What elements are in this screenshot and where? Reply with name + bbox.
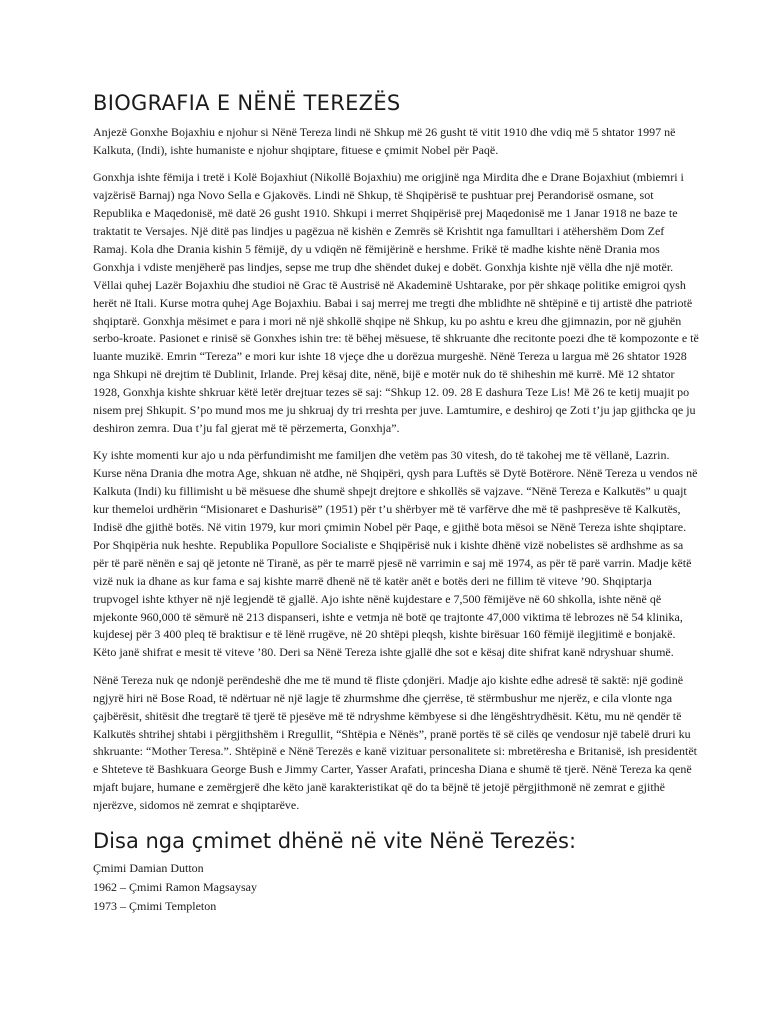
paragraph-legacy: Nënë Tereza nuk qe ndonjë perëndeshë dhe me të mund të fliste çdonjëri. Madje ajo kishte edhe adresë të saktë: një godinë ngjyrë hiri në Bose Road, të ndërtuar në një lagje të zhurmshme dhe çjerrëse, të stërmbushur me njerëz, e cila vlonte nga çajbërësit, shitësit dhe tregtarë të tjerë të pjesëve më të ndryshme këmbyese si dhe lëngështrydhësit. Këtu, mu në qendër të Kalkutës shtrihej shtabi i përgjithshëm i Rregullit, “Shtëpia e Nënës”, pranë portës të së cilës qe vendosur një tabelë druri ku shkruante: “Mother Teresa.”. Shtëpinë e Nënë Terezës e kanë vizituar personalitete si: mbretëresha e Britanisë, ish presidentët e Shteteve të Bashkuara George Bush e Jimmy Carter, Yasser Arafati, princesha Diana e shumë të tjerë. Nënë Tereza ka qenë mjaft bujare, humane e zemërgjerë dhe këto janë karakteristikat që do ta bëjnë të jetojë përgjithmonë në zemrat e gjithë njerëzve, sidomos në zemrat e shqiptarëve. [93,672,697,813]
awards-list [93,859,700,916]
paragraph-calcutta: Ky ishte momenti kur ajo u nda përfundimisht me familjen dhe vetëm pas 30 vitesh, do të takohej me të vëllanë, Lazrin. Kurse nëna Drania dhe motra Age, shkuan në atdhe, në Shqipëri, qysh para Luftës së Dytë Botërore. Nënë Tereza u vendos në Kalkuta (Indi) ku fillimisht u bë mësuese dhe shumë shpejt drejtore e shkollës së vajzave. “Nënë Tereza e Kalkutës” u quajt kur themeloi urdhërin “Misionaret e Dashurisë” (1951) për t’u shërbyer më të varfërve dhe më të pashpresëve të Kalkutës, Indisë dhe gjithë botës. Në vitin 1979, kur mori çmimin Nobel për Paqe, e gjithë bota mësoi se Nënë Tereza ishte shqiptare. Por Shqipëria nuk heshte. Republika Popullore Socialiste e Shqipërisë nuk i kishte dhënë vizë nobelistes së ardhshme as sa për të parë nënën e saj që jetonte në Tiranë, as për te marrë pjesë në varrimin e saj më 1974, as për të parë varrin. Madje këtë vizë nuk ia dhane as kur fama e saj kishte marrë dhenë në të katër anët e botës deri ne fillim të viteve ’90. Shqiptarja trupvogel ishte kthyer në një legjendë të gjallë. Ajo ishte nënë kujdestare e 7,500 fëmijëve në 60 shkolla, ishte nënë që mjekonte 960,000 të sëmurë në 213 dispanseri, ishte e vetmja në botë qe trajtonte 47,000 viktima të lebrozes në 54 klinika, kujdesej për 3 400 pleq të braktisur e të lënë rrugëve, në 20 shtëpi pleqsh, kishte birësuar 160 fëmijë ilegjitimë e bonjakë. Këto janë shifrat e mesit të viteve ’80. Deri sa Nënë Tereza ishte gjallë dhe sot e kësaj dite shifrat kanë ndryshuar shumë. [93,448,698,660]
document-title: BIOGRAFIA E NËNË TEREZËS [93,91,401,115]
paragraph-intro: Anjezë Gonxhe Bojaxhiu e njohur si Nënë Tereza lindi në Shkup më 26 gusht të vitit 1910 dhe vdiq më 5 shtator 1997 në Kalkuta, (Indi), ishte humaniste e njohur shqiptare, fituese e çmimit Nobel për Paqë. [93,125,676,157]
paragraph-early-life: Gonxhja ishte fëmija i tretë i Kolë Bojaxhiut (Nikollë Bojaxhiu) me origjinë nga Mirdita dhe e Drane Bojaxhiut (mbiemri i vajzërisë Barnaj) nga Novo Sella e Gjakovës. Lindi në Shkup, të Shqipërisë te pushtuar prej Perandorisë osmane, sot Republika e Maqedonisë, më datë 26 gusht 1910. Shkupi i merret Shqipërisë prej Maqedonisë me 1 Janar 1918 ne baze te traktatit te Versajes. Një ditë pas lindjes u pagëzua në kishën e Zemrës së Krishtit nga famulltari i atëhershëm Dom Zef Ramaj. Kola dhe Drania kishin 5 fëmijë, dy u vdiqën në fëmijërinë e hershme. Frikë të madhe kishte nënë Drania mos Gonxhja i vdiste menjëherë pas lindjes, sepse me trup dhe shëndet dukej e dobët. Gonxhja kishte një vëlla dhe një motër. Vëllai quhej Lazër Bojaxhiu dhe studioi në Grac të Austrisë në Akademinë Ushtarake, por për shkaqe politike emigroi qysh herët në Itali. Kurse motra quhej Age Bojaxhiu. Babai i saj merrej me tregti dhe mblidhte në shtëpinë e tij artistë dhe patriotë shqiptarë. Gonxhja mësimet e para i mori në një shkollë shqipe në Shkup, ku po ashtu e kreu dhe gjimnazin, por në gjuhën serbo-kroate. Pasionet e rinisë së Gonxhes ishin tre: të bëhej mësuese, të shkruante dhe recitonte poezi dhe të kompozonte e të luante muzikë. Emrin “Tereza” e mori kur ishte 18 vjeçe dhe u dorëzua murgeshë. Nënë Tereza u largua më 26 shtator 1928 nga Shkupi në drejtim të Dublinit, Irlande. Prej kësaj dite, nënë, bijë e motër nuk do të shiheshin më kurrë. Më 12 shtator 1928, Gonxhja kishte shkruar këtë letër drejtuar tezes së saj: “Shkup 12. 09. 28 E dashura Teze Lis! Më 26 te ketij muajit po nisem prej Shkupit. S’po mund mos me ju shkruaj dy tri rreshta per juve. Lamtumire, e deshiroj qe Zoti t’ju jap gjithcka qe ju deshiron zemra. Dua t’ju fal gjerat më të përzemerta, Gonxhja”. [93,170,699,435]
document-page [93,86,700,916]
award-item: 1962 – Çmimi Ramon Magsaysay [93,879,257,894]
award-item: Çmimi Damian Dutton [93,860,204,875]
award-item: 1973 – Çmimi Templeton [93,898,217,913]
awards-heading: Disa nga çmimet dhënë në vite Nënë Terezës: [93,828,577,853]
